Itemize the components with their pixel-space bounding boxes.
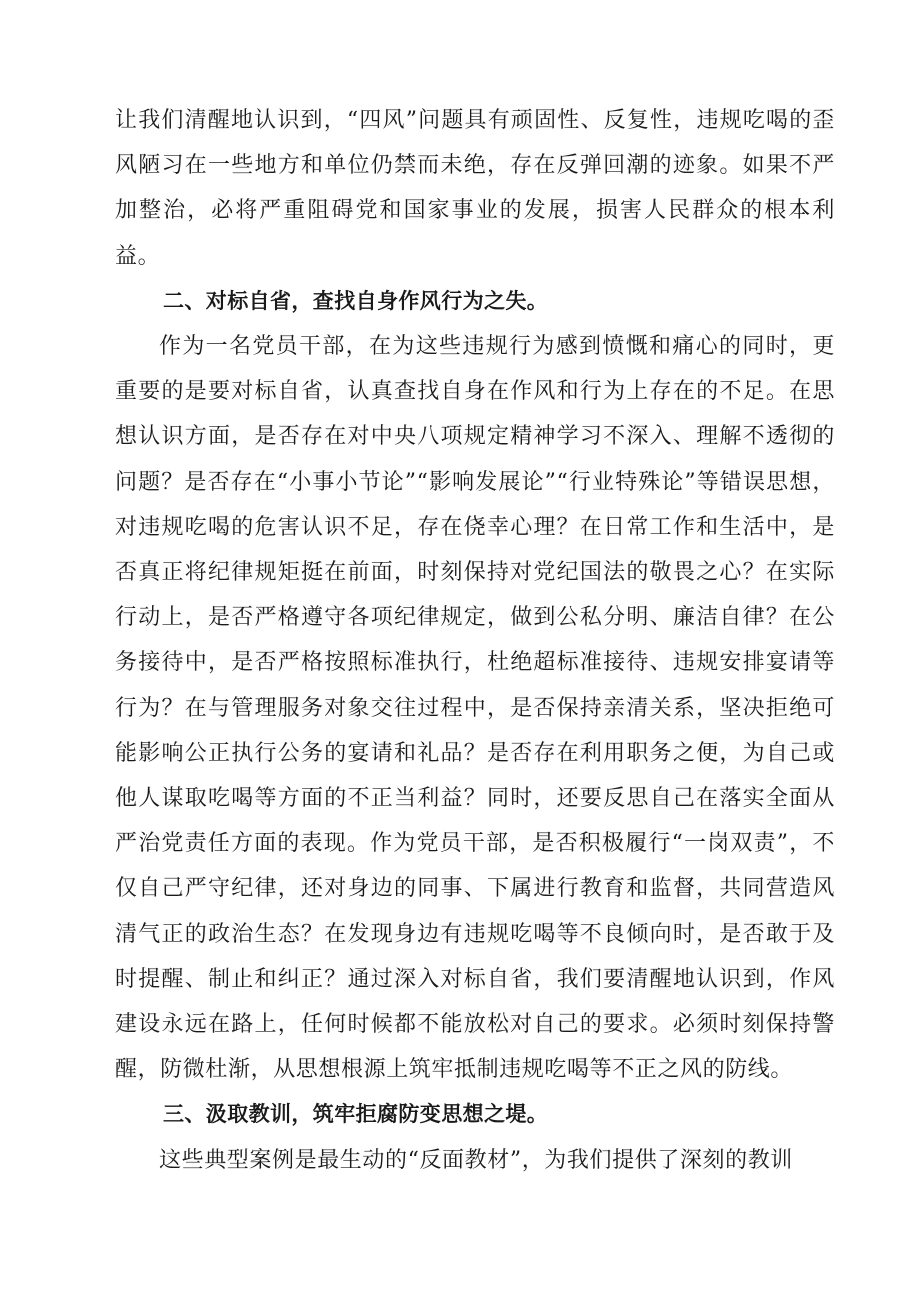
- document-page: [115, 98, 835, 1183]
- section-heading-2: 二、对标自省，查找自身作风行为之失。: [163, 288, 549, 313]
- body-paragraph-2: 作为一名党员干部，在为这些违规行为感到愤慨和痛心的同时，更重要的是要对标自省，认真查找自身在作风和行为上存在的不足。在思想认识方面，是否存在对中央八项规定精神学习不深入、理解不透彻的问题？是否存在“小事小节论”“影响发展论”“行业特殊论”等错误思想，对违规吃喝的危害认识不足，存在侥幸心理？在日常工作和生活中，是否真正将纪律规矩挺在前面，时刻保持对党纪国法的敬畏之心？在实际行动上，是否严格遵守各项纪律规定，做到公私分明、廉洁自律？在公务接待中，是否严格按照标准执行，杜绝超标准接待、违规安排宴请等行为？在与管理服务对象交往过程中，是否保持亲清关系，坚决拒绝可能影响公正执行公务的宴请和礼品？是否存在利用职务之便，为自己或他人谋取吃喝等方面的不正当利益？同时，还要反思自己在落实全面从严治党责任方面的表现。作为党员干部，是否积极履行“一岗双责”，不仅自己严守纪律，还对身边的同事、下属进行教育和监督，共同营造风清气正的政治生态？在发现身边有违规吃喝等不良倾向时，是否敢于及时提醒、制止和纠正？通过深入对标自省，我们要清醒地认识到，作风建设永远在路上，任何时候都不能放松对自己的要求。必须时刻保持警醒，防微杜渐，从思想根源上筑牢抵制违规吃喝等不正之风的防线。: [115, 334, 835, 1083]
- section-heading-3: 三、汲取教训，筑牢拒腐防变思想之堤。: [163, 1102, 549, 1127]
- body-paragraph-3: 这些典型案例是最生动的“反面教材”，为我们提供了深刻的教训: [159, 1147, 793, 1173]
- body-paragraph-1: 让我们清醒地认识到，“四风”问题具有顽固性、反复性，违规吃喝的歪风陋习在一些地方和单位仍禁而未绝，存在反弹回潮的迹象。如果不严加整治，必将严重阻碍党和国家事业的发展，损害人民群众的根本利益。: [115, 108, 835, 269]
